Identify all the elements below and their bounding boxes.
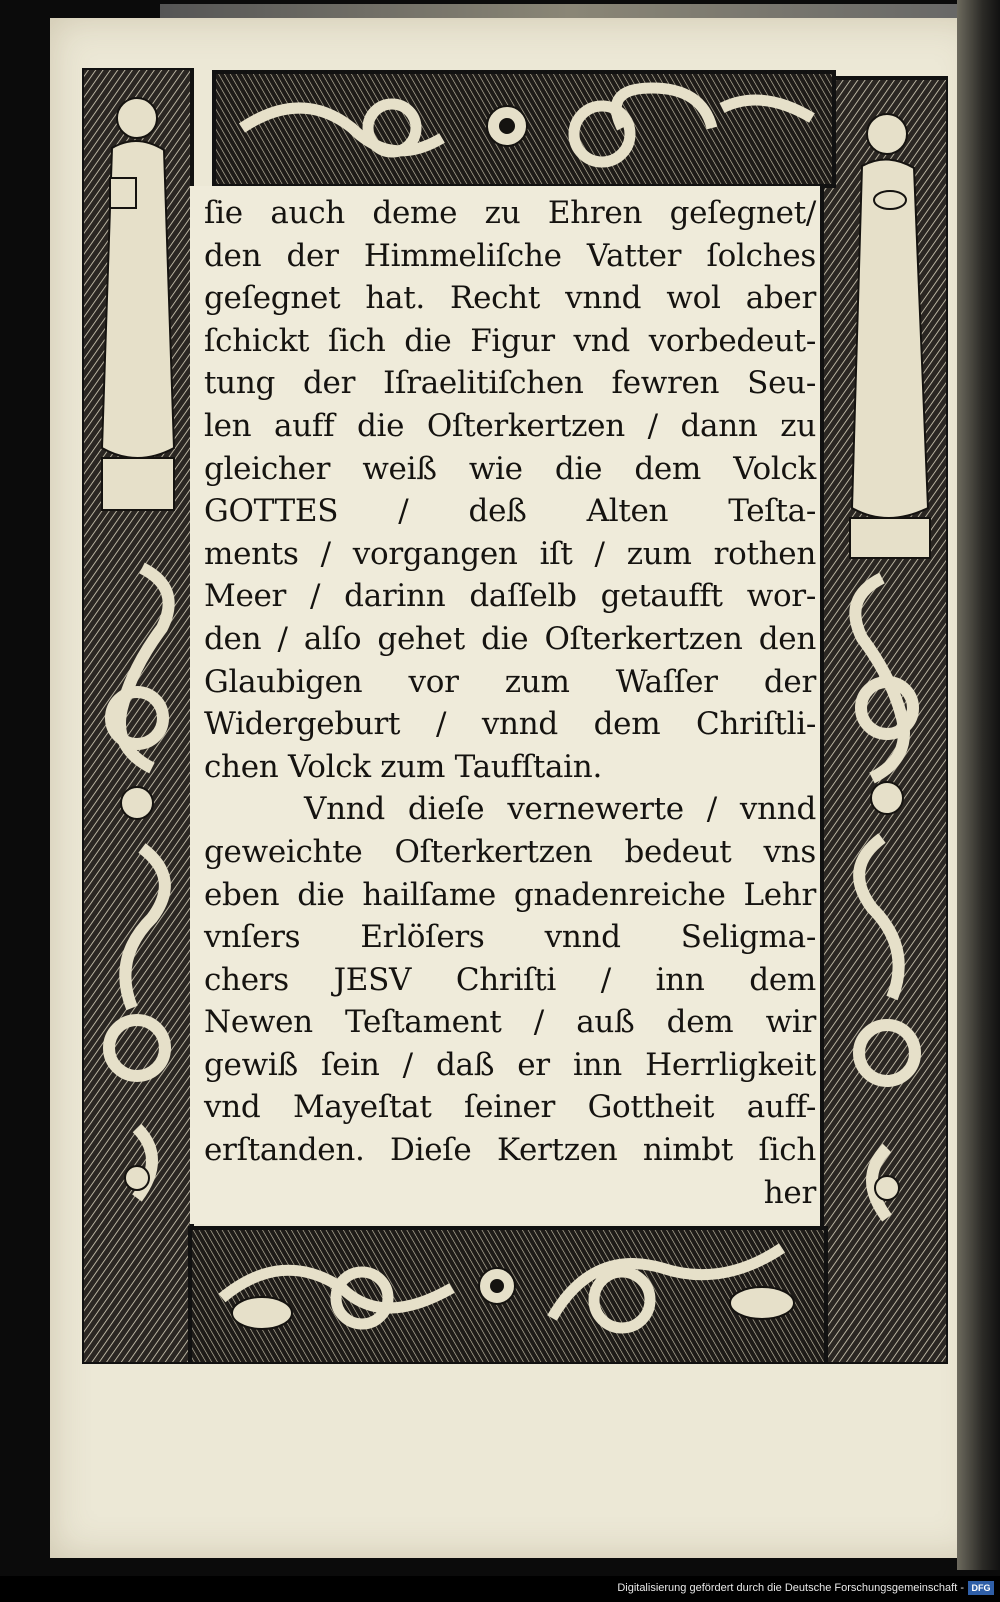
text-line: len auff die Oſterkertzen / dann zu (204, 407, 816, 444)
text-line: tung der Iſraelitiſchen fewren Seu- (204, 365, 816, 402)
text-line: chen Volck zum Taufſtain. (204, 748, 602, 785)
text-line: chers JESV Chriſti / inn dem (204, 961, 816, 998)
text-line: vnſers Erlöſers vnnd Seligma- (204, 919, 816, 956)
text-line: Meer / darinn daſſelb getaufft wor- (204, 578, 816, 615)
text-line: vnd Mayeſtat ſeiner Gottheit auff- (204, 1089, 816, 1126)
text-line: ments / vorgangen iſt / zum rothen (204, 535, 816, 572)
text-line: gleicher weiß wie die dem Volck (204, 450, 816, 487)
text-line: GOTTES / deß Alten Teſta- (204, 493, 816, 530)
book-top-edge (160, 4, 980, 18)
text-line: geſegnet hat. Recht vnnd wol aber (204, 280, 816, 317)
text-line-paragraph-start: Vnnd dieſe vernewerte / vnnd (304, 791, 816, 828)
catchword: her (763, 1174, 816, 1211)
text-line: ſchickt ſich die Figur vnd vorbedeut- (204, 322, 816, 359)
text-line: gewiß ſein / daß er inn Herrligkeit (204, 1046, 816, 1083)
text-line: Widergeburt / vnnd dem Chriſtli- (204, 706, 816, 743)
page-edge-shadow (957, 0, 1000, 1570)
text-line: eben die hailſame gnadenreiche Lehr (204, 876, 816, 913)
text-line: den der Himmeliſche Vatter ſolches (204, 237, 816, 274)
dfg-logo[interactable]: DFG (968, 1581, 994, 1595)
page-text (204, 192, 816, 1214)
text-line: geweichte Oſterkertzen bedeut vns (204, 833, 816, 870)
text-line: ſie auch deme zu Ehren geſegnet/ (204, 195, 816, 231)
text-line: den / alſo gehet die Oſterkertzen den (204, 620, 816, 657)
text-line: erſtanden. Dieſe Kertzen nimbt ſich (204, 1132, 816, 1169)
footer-credit: Digitalisierung gefördert durch die Deutsche Forschungsgemeinschaft - (617, 1582, 964, 1594)
text-line: Glaubigen vor zum Waſſer der (204, 663, 816, 700)
text-line: Newen Teſtament / auß dem wir (204, 1004, 816, 1041)
digitization-footer (0, 1576, 1000, 1602)
